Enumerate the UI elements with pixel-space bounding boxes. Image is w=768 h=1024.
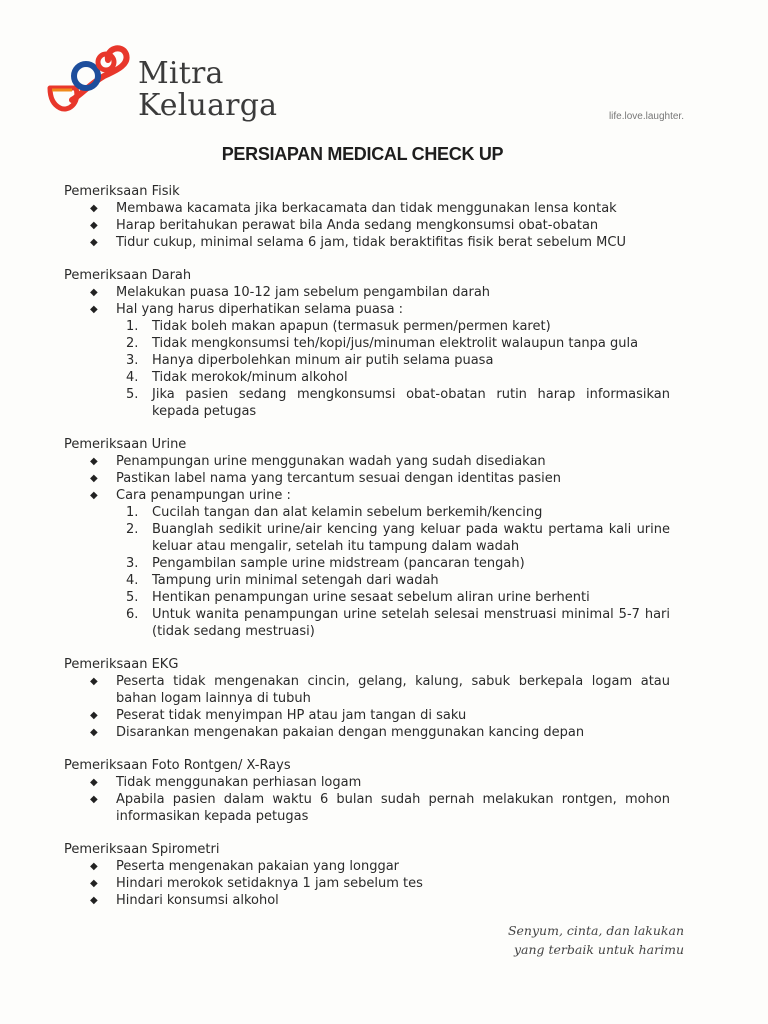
bullet-item bbox=[90, 858, 670, 875]
numbered-item bbox=[126, 386, 670, 420]
bullet-text: Peserta tidak mengenakan cincin, gelang, kalung, sabuk berkepala logam atau bahan logam lainnya di tubuh bbox=[116, 674, 670, 706]
diamond-bullet-icon: ◆ bbox=[90, 676, 98, 687]
diamond-bullet-icon: ◆ bbox=[90, 777, 98, 788]
diamond-bullet-icon: ◆ bbox=[90, 727, 98, 738]
numbered-text: Hanya diperbolehkan minum air putih selama puasa bbox=[152, 353, 494, 368]
bullet-list bbox=[90, 858, 670, 909]
section bbox=[64, 436, 670, 640]
bullet-item bbox=[90, 217, 670, 234]
numbered-item bbox=[126, 589, 670, 606]
diamond-bullet-icon: ◆ bbox=[90, 895, 98, 906]
bullet-list bbox=[90, 284, 670, 420]
bullet-text: Peserta mengenakan pakaian yang longgar bbox=[116, 859, 400, 874]
brand-line-1: Mitra bbox=[138, 56, 224, 91]
bullet-list bbox=[90, 673, 670, 741]
numbered-text: Tidak boleh makan apapun (termasuk permen/permen karet) bbox=[152, 319, 551, 334]
bullet-item bbox=[90, 875, 670, 892]
bullet-text: Cara penampungan urine : bbox=[116, 488, 291, 503]
page-title: PERSIAPAN MEDICAL CHECK UP bbox=[221, 144, 504, 164]
signature-line-1: Senyum, cinta, dan lakukan bbox=[507, 923, 684, 938]
diamond-bullet-icon: ◆ bbox=[90, 203, 98, 214]
item-number: 5. bbox=[126, 590, 139, 605]
numbered-text: Tampung urin minimal setengah dari wadah bbox=[152, 573, 439, 588]
section-title: Pemeriksaan Foto Rontgen/ X-Rays bbox=[64, 758, 291, 773]
bullet-item bbox=[90, 470, 670, 487]
bullet-text: Tidak menggunakan perhiasan logam bbox=[116, 775, 362, 790]
bullet-item bbox=[90, 487, 670, 640]
numbered-item bbox=[126, 335, 670, 352]
diamond-bullet-icon: ◆ bbox=[90, 794, 98, 805]
item-number: 4. bbox=[126, 573, 139, 588]
numbered-text: Untuk wanita penampungan urine setelah selesai menstruasi minimal 5-7 hari (tidak sedang mestruasi) bbox=[152, 607, 670, 639]
bullet-text: Hal yang harus diperhatikan selama puasa : bbox=[116, 302, 404, 317]
section bbox=[64, 183, 670, 251]
bullet-item bbox=[90, 284, 670, 301]
numbered-text: Cucilah tangan dan alat kelamin sebelum berkemih/kencing bbox=[152, 505, 543, 520]
numbered-item bbox=[126, 504, 670, 521]
numbered-text: Tidak mengkonsumsi teh/kopi/jus/minuman elektrolit walaupun tanpa gula bbox=[152, 336, 639, 351]
bullet-text: Pastikan label nama yang tercantum sesuai dengan identitas pasien bbox=[116, 471, 561, 486]
bullet-text: Hindari konsumsi alkohol bbox=[116, 893, 279, 908]
mitra-keluarga-logo bbox=[46, 42, 132, 114]
bullet-item bbox=[90, 724, 670, 741]
numbered-text: Tidak merokok/minum alkohol bbox=[152, 370, 348, 385]
bullet-list bbox=[90, 774, 670, 825]
item-number: 3. bbox=[126, 353, 139, 368]
tagline: life.love.laughter. bbox=[608, 111, 684, 122]
numbered-text: Buanglah sedikit urine/air kencing yang keluar pada waktu pertama kali urine keluar atau mengalir, setelah itu tampung dalam wadah bbox=[152, 522, 670, 554]
bullet-text: Apabila pasien dalam waktu 6 bulan sudah pernah melakukan rontgen, mohon informasikan kepada petugas bbox=[116, 792, 670, 824]
item-number: 3. bbox=[126, 556, 139, 571]
numbered-list bbox=[116, 318, 670, 420]
diamond-bullet-icon: ◆ bbox=[90, 287, 98, 298]
item-number: 4. bbox=[126, 370, 139, 385]
item-number: 2. bbox=[126, 522, 139, 537]
bullet-list bbox=[90, 200, 670, 251]
bullet-text: Disarankan mengenakan pakaian dengan menggunakan kancing depan bbox=[116, 725, 585, 740]
diamond-bullet-icon: ◆ bbox=[90, 456, 98, 467]
bullet-item bbox=[90, 892, 670, 909]
diamond-bullet-icon: ◆ bbox=[90, 710, 98, 721]
section bbox=[64, 656, 670, 741]
item-number: 2. bbox=[126, 336, 139, 351]
numbered-item bbox=[126, 606, 670, 640]
brand-line-2: Keluarga bbox=[138, 88, 278, 123]
bullet-text: Hindari merokok setidaknya 1 jam sebelum tes bbox=[116, 876, 423, 891]
bullet-list bbox=[90, 453, 670, 640]
brand-name bbox=[138, 58, 277, 122]
item-number: 1. bbox=[126, 319, 139, 334]
bullet-item bbox=[90, 673, 670, 707]
diamond-bullet-icon: ◆ bbox=[90, 473, 98, 484]
diamond-bullet-icon: ◆ bbox=[90, 861, 98, 872]
numbered-text: Pengambilan sample urine midstream (pancaran tengah) bbox=[152, 556, 525, 571]
diamond-bullet-icon: ◆ bbox=[90, 490, 98, 501]
bullet-text: Melakukan puasa 10-12 jam sebelum pengambilan darah bbox=[116, 285, 491, 300]
bullet-item bbox=[90, 301, 670, 420]
numbered-list bbox=[116, 504, 670, 640]
numbered-item bbox=[126, 369, 670, 386]
document-body bbox=[64, 183, 670, 925]
section-title: Pemeriksaan Urine bbox=[64, 437, 187, 452]
item-number: 5. bbox=[126, 387, 139, 402]
section bbox=[64, 841, 670, 909]
numbered-item bbox=[126, 555, 670, 572]
numbered-item bbox=[126, 352, 670, 369]
section bbox=[64, 267, 670, 420]
bullet-item bbox=[90, 791, 670, 825]
section-title: Pemeriksaan Fisik bbox=[64, 184, 180, 199]
item-number: 6. bbox=[126, 607, 139, 622]
bullet-text: Membawa kacamata jika berkacamata dan tidak menggunakan lensa kontak bbox=[116, 201, 617, 216]
numbered-item bbox=[126, 521, 670, 555]
numbered-text: Hentikan penampungan urine sesaat sebelum aliran urine berhenti bbox=[152, 590, 590, 605]
numbered-item bbox=[126, 572, 670, 589]
bullet-text: Harap beritahukan perawat bila Anda sedang mengkonsumsi obat-obatan bbox=[116, 218, 599, 233]
diamond-bullet-icon: ◆ bbox=[90, 237, 98, 248]
bullet-text: Penampungan urine menggunakan wadah yang sudah disediakan bbox=[116, 454, 546, 469]
bullet-text: Tidur cukup, minimal selama 6 jam, tidak beraktifitas fisik berat sebelum MCU bbox=[116, 235, 626, 250]
section bbox=[64, 757, 670, 825]
section-title: Pemeriksaan Darah bbox=[64, 268, 192, 283]
item-number: 1. bbox=[126, 505, 139, 520]
diamond-bullet-icon: ◆ bbox=[90, 304, 98, 315]
bullet-item bbox=[90, 774, 670, 791]
signature bbox=[508, 921, 684, 959]
bullet-item bbox=[90, 234, 670, 251]
logo-blue-ring bbox=[74, 64, 98, 88]
numbered-item bbox=[126, 318, 670, 335]
bullet-item bbox=[90, 200, 670, 217]
signature-line-2: yang terbaik untuk harimu bbox=[513, 942, 684, 957]
section-title: Pemeriksaan EKG bbox=[64, 657, 179, 672]
bullet-item bbox=[90, 453, 670, 470]
diamond-bullet-icon: ◆ bbox=[90, 878, 98, 889]
section-title: Pemeriksaan Spirometri bbox=[64, 842, 220, 857]
bullet-item bbox=[90, 707, 670, 724]
diamond-bullet-icon: ◆ bbox=[90, 220, 98, 231]
numbered-text: Jika pasien sedang mengkonsumsi obat-obatan rutin harap informasikan kepada petugas bbox=[152, 387, 670, 419]
bullet-text: Peserat tidak menyimpan HP atau jam tangan di saku bbox=[116, 708, 467, 723]
